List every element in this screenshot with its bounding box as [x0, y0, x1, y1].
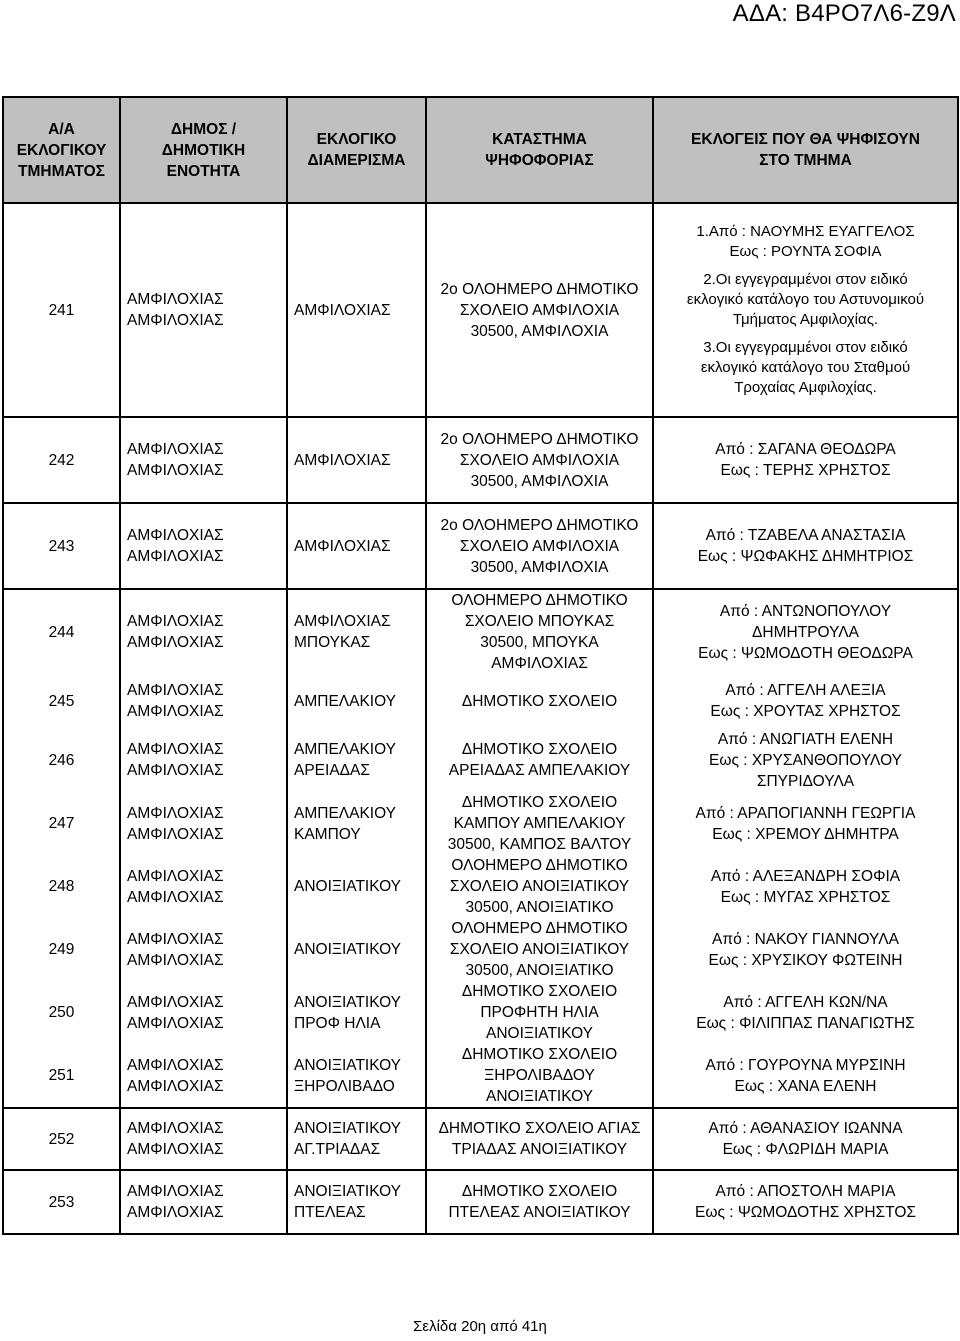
text-line: 30500, ΑΜΦΙΛΟΧΙΑ [470, 322, 609, 340]
voters-cell [653, 792, 958, 855]
table-header [3, 97, 958, 203]
text-line: Από : ΑΓΓΕΛΗ ΑΛΕΞΙΑ [725, 682, 886, 699]
voters-cell [653, 981, 958, 1044]
text-line: Εως : ΧΡΟΥΤΑΣ ΧΡΗΣΤΟΣ [710, 703, 901, 720]
text-line: ΑΜΦΙΛΟΧΙΑΣ [127, 682, 224, 699]
text-line: Εως : ΧΡΥΣΙΚΟΥ ΦΩΤΕΙΝΗ [708, 951, 903, 969]
text-line: ΑΓ.ΤΡΙΑΔΑΣ [294, 1141, 381, 1158]
header-electoral-district [287, 97, 426, 203]
text-line: Από : ΓΟΥΡΟΥΝΑ ΜΥΡΣΙΝΗ [705, 1056, 906, 1074]
district-cell [287, 728, 426, 792]
text-line: ΔΙΑΜΕΡΙΣΜΑ [307, 152, 406, 169]
text-line: ΞΗΡΟΛΙΒΑΔΟ [294, 1077, 395, 1095]
table-row [3, 674, 958, 728]
voters-cell [653, 674, 958, 728]
table-row [3, 1170, 958, 1234]
text-line: ΑΜΦΙΛΟΧΙΑΣ [127, 441, 224, 458]
district-cell [287, 981, 426, 1044]
text-line: Από : ΑΘΑΝΑΣΙΟΥ ΙΩΑΝΝΑ [708, 1120, 903, 1137]
section-number: 249 [3, 918, 120, 981]
text-line: ΑΜΦΙΛΟΧΙΑΣ [127, 1183, 224, 1200]
text-line: 30500, ΑΝΟΙΞΙΑΤΙΚΟ [465, 962, 614, 979]
table-row [3, 728, 958, 792]
voters-cell [653, 203, 958, 417]
table-row [3, 417, 958, 503]
text-line: ΚΑΜΠΟΥ ΑΜΠΕΛΑΚΙΟΥ [453, 815, 626, 832]
text-line: ΑΜΦΙΛΟΧΙΑΣ [127, 1014, 224, 1032]
header-voters [653, 97, 958, 203]
table-row [3, 1044, 958, 1108]
polling-station-cell [426, 1170, 653, 1234]
text-line: Τμήματος Αμφιλοχίας. [732, 311, 879, 328]
municipality-cell [120, 1044, 287, 1108]
district-cell [287, 417, 426, 503]
voters-cell [653, 1170, 958, 1234]
text-line: ΟΛΟΗΜΕΡΟ ΔΗΜΟΤΙΚΟ [451, 857, 628, 874]
text-line: 30500, ΑΜΦΙΛΟΧΙΑ [470, 558, 609, 576]
text-line: ΑΜΠΕΛΑΚΙΟΥ [294, 741, 397, 758]
table-row [3, 589, 958, 674]
text-line: ΑΜΦΙΛΟΧΙΑΣ [127, 703, 224, 720]
text-line: ΔΗΜΟΤΙΚΟ ΣΧΟΛΕΙΟ [461, 983, 618, 1000]
section-number: 253 [3, 1170, 120, 1234]
polling-station-cell [426, 674, 653, 728]
text-line: 30500, ΜΠΟΥΚΑ [480, 634, 599, 651]
text-line: ΟΛΟΗΜΕΡΟ ΔΗΜΟΤΙΚΟ [451, 920, 628, 937]
text-line: ΑΜΦΙΛΟΧΙΑΣ [127, 312, 224, 329]
municipality-cell [120, 589, 287, 674]
district-cell [287, 1108, 426, 1170]
municipality-cell [120, 918, 287, 981]
voters-cell [653, 728, 958, 792]
text-line: ΔΗΜΟΤΙΚΗ [161, 141, 246, 159]
text-line: ΑΜΦΙΛΟΧΙΑΣ [294, 537, 391, 555]
text-line: ΔΗΜΟΤΙΚΟ ΣΧΟΛΕΙΟ [461, 692, 618, 710]
section-number: 245 [3, 674, 120, 728]
table-row [3, 203, 958, 417]
table-row [3, 918, 958, 981]
text-line: Εως : ΡΟΥΝΤΑ ΣΟΦΙΑ [729, 243, 882, 260]
text-line: ΑΝΟΙΞΙΑΤΙΚΟΥ [486, 1025, 593, 1042]
header-section-number [3, 97, 120, 203]
voters-note [657, 222, 954, 262]
text-line: εκλογικό κατάλογο του Σταθμού [700, 359, 911, 376]
voters-cell [653, 1108, 958, 1170]
district-cell [287, 1044, 426, 1108]
district-cell [287, 918, 426, 981]
table-row [3, 981, 958, 1044]
header-municipality [120, 97, 287, 203]
text-line: ΑΜΦΙΛΟΧΙΑΣ [127, 951, 224, 969]
text-line: ΑΝΟΙΞΙΑΤΙΚΟΥ [294, 1120, 401, 1137]
voters-note [657, 270, 954, 330]
text-line: εκλογικό κατάλογο του Αστυνομικού [686, 291, 925, 308]
text-line: ΠΡΟΦ ΗΛΙΑ [294, 1014, 381, 1032]
voters-cell [653, 417, 958, 503]
section-number: 247 [3, 792, 120, 855]
text-line: ΤΜΗΜΑΤΟΣ [18, 162, 105, 180]
municipality-cell [120, 674, 287, 728]
text-line: Από : ΑΝΤΩΝΟΠΟΥΛΟΥ [719, 602, 892, 620]
text-line: Εως : ΧΡΕΜΟΥ ΔΗΜΗΤΡΑ [712, 825, 899, 843]
section-number: 246 [3, 728, 120, 792]
text-line: Εως : ΤΕΡΗΣ ΧΡΗΣΤΟΣ [720, 462, 891, 479]
text-line: ΔΗΜΟΤΙΚΟ ΣΧΟΛΕΙΟ [461, 1183, 618, 1200]
text-line: ΠΤΕΛΕΑΣ ΑΝΟΙΞΙΑΤΙΚΟΥ [448, 1204, 631, 1221]
text-line: Α/Α [48, 120, 75, 138]
voters-cell [653, 1044, 958, 1108]
text-line: ΑΜΦΙΛΟΧΙΑΣ [127, 634, 224, 651]
text-line: 30500, ΑΝΟΙΞΙΑΤΙΚΟ [465, 899, 614, 916]
text-line: ΑΜΦΙΛΟΧΙΑΣ [127, 548, 224, 565]
text-line: 3.Οι εγγεγραμμένοι στον ειδικό [703, 339, 908, 356]
text-line: Από : ΑΓΓΕΛΗ ΚΩΝ/ΝΑ [723, 993, 888, 1011]
text-line: Εως : ΨΩΜΟΔΟΤΗΣ ΧΡΗΣΤΟΣ [695, 1204, 916, 1221]
district-cell [287, 674, 426, 728]
text-line: Εως : ΜΥΓΑΣ ΧΡΗΣΤΟΣ [720, 888, 891, 906]
polling-station-cell [426, 503, 653, 589]
polling-station-cell [426, 728, 653, 792]
district-cell [287, 792, 426, 855]
text-line: ΕΚΛΟΓΕΙΣ ΠΟΥ ΘΑ ΨΗΦΙΣΟΥΝ [691, 131, 920, 148]
district-cell [287, 203, 426, 417]
text-line: ΑΜΦΙΛΟΧΙΑΣ [127, 1056, 224, 1074]
section-number: 252 [3, 1108, 120, 1170]
table-row [3, 855, 958, 918]
district-cell [287, 1170, 426, 1234]
text-line: ΟΛΟΗΜΕΡΟ ΔΗΜΟΤΙΚΟ [451, 592, 628, 609]
text-line: ΑΜΦΙΛΟΧΙΑΣ [294, 301, 391, 319]
district-cell [287, 589, 426, 674]
text-line: Εως : ΨΩΜΟΔΟΤΗ ΘΕΟΔΩΡΑ [698, 644, 913, 662]
district-cell [287, 503, 426, 589]
text-line: 2ο ΟΛΟΗΜΕΡΟ ΔΗΜΟΤΙΚΟ [440, 430, 639, 448]
text-line: ΔΗΜΗΤΡΟΥΛΑ [752, 623, 859, 641]
polling-station-cell [426, 792, 653, 855]
text-line: ΑΜΠΕΛΑΚΙΟΥ [294, 804, 397, 822]
municipality-cell [120, 1108, 287, 1170]
voters-cell [653, 918, 958, 981]
text-line: ΑΜΦΙΛΟΧΙΑΣ [127, 1204, 224, 1221]
text-line: Εως : ΦΙΛΙΠΠΑΣ ΠΑΝΑΓΙΩΤΗΣ [696, 1014, 915, 1032]
text-line: 2ο ΟΛΟΗΜΕΡΟ ΔΗΜΟΤΙΚΟ [440, 516, 639, 534]
text-line: ΕΚΛΟΓΙΚΟ [316, 131, 397, 148]
text-line: ΔΗΜΟΣ / [170, 120, 237, 138]
text-line: Από : ΑΝΩΓΙΑΤΗ ΕΛΕΝΗ [717, 730, 894, 748]
section-number: 243 [3, 503, 120, 589]
text-line: Εως : ΨΩΦΑΚΗΣ ΔΗΜΗΤΡΙΟΣ [697, 548, 914, 565]
polling-station-cell [426, 981, 653, 1044]
section-number: 251 [3, 1044, 120, 1108]
text-line: Από : ΤΖΑΒΕΛΑ ΑΝΑΣΤΑΣΙΑ [705, 527, 906, 544]
municipality-cell [120, 981, 287, 1044]
text-line: ΑΜΦΙΛΟΧΙΑΣ [127, 1141, 224, 1158]
text-line: ΑΜΦΙΛΟΧΙΑΣ [127, 613, 224, 630]
text-line: ΣΧΟΛΕΙΟ ΜΠΟΥΚΑΣ [464, 613, 615, 630]
polling-station-cell [426, 918, 653, 981]
polling-stations-table [2, 96, 959, 1235]
text-line: Εως : ΦΛΩΡΙΔΗ ΜΑΡΙΑ [722, 1141, 889, 1158]
text-line: ΠΤΕΛΕΑΣ [294, 1204, 366, 1221]
text-line: 30500, ΑΜΦΙΛΟΧΙΑ [470, 472, 609, 490]
text-line: ΣΧΟΛΕΙΟ ΑΝΟΙΞΙΑΤΙΚΟΥ [449, 941, 630, 958]
text-line: ΣΠΥΡΙΔΟΥΛΑ [756, 772, 855, 790]
municipality-cell [120, 417, 287, 503]
text-line: ΑΝΟΙΞΙΑΤΙΚΟΥ [486, 1088, 593, 1105]
text-line: ΑΝΟΙΞΙΑΤΙΚΟΥ [294, 993, 401, 1011]
table-row [3, 1108, 958, 1170]
text-line: Τροχαίας Αμφιλοχίας. [734, 379, 877, 396]
municipality-cell [120, 203, 287, 417]
text-line: ΑΜΦΙΛΟΧΙΑΣ [127, 527, 224, 544]
text-line: ΚΑΤΑΣΤΗΜΑ [492, 131, 587, 148]
text-line: ΑΜΦΙΛΟΧΙΑΣ [491, 655, 588, 672]
polling-station-cell [426, 855, 653, 918]
text-line: ΑΝΟΙΞΙΑΤΙΚΟΥ [294, 878, 401, 895]
text-line: 1.Από : ΝΑΟΥΜΗΣ ΕΥΑΓΓΕΛΟΣ [696, 223, 915, 240]
section-number: 242 [3, 417, 120, 503]
table-body-part-1 [3, 203, 958, 589]
text-line: ΕΝΟΤΗΤΑ [166, 162, 241, 180]
text-line: ΚΑΜΠΟΥ [294, 825, 361, 843]
text-line: Από : ΣΑΓΑΝΑ ΘΕΟΔΩΡΑ [715, 441, 896, 458]
text-line: 2.Οι εγγεγραμμένοι στον ειδικό [703, 271, 908, 288]
page-footer: Σελίδα 20η από 41η [413, 1318, 547, 1335]
text-line: ΑΜΦΙΛΟΧΙΑΣ [127, 741, 224, 758]
polling-station-cell [426, 1044, 653, 1108]
document-code: ΑΔΑ: Β4ΡΟ7Λ6-Ζ9Λ [732, 0, 956, 27]
text-line: ΣΧΟΛΕΙΟ ΑΜΦΙΛΟΧΙΑ [459, 537, 620, 555]
text-line: ΔΗΜΟΤΙΚΟ ΣΧΟΛΕΙΟ [461, 1046, 618, 1063]
table-row [3, 792, 958, 855]
polling-station-cell [426, 417, 653, 503]
text-line: ΑΜΦΙΛΟΧΙΑΣ [294, 451, 391, 469]
text-line: ΑΜΠΕΛΑΚΙΟΥ [294, 692, 397, 710]
text-line: ΑΜΦΙΛΟΧΙΑΣ [127, 762, 224, 779]
text-line: ΑΜΦΙΛΟΧΙΑΣ [127, 888, 224, 906]
municipality-cell [120, 503, 287, 589]
voters-cell [653, 855, 958, 918]
table-body-part-2 [3, 589, 958, 1108]
table-row [3, 503, 958, 589]
header-polling-station [426, 97, 653, 203]
text-line: ΨΗΦΟΦΟΡΙΑΣ [485, 152, 594, 169]
text-line: ΣΤΟ ΤΜΗΜΑ [759, 152, 852, 169]
municipality-cell [120, 1170, 287, 1234]
text-line: ΣΧΟΛΕΙΟ ΑΝΟΙΞΙΑΤΙΚΟΥ [449, 878, 630, 895]
section-number: 244 [3, 589, 120, 674]
text-line: ΑΜΦΙΛΟΧΙΑΣ [127, 291, 224, 308]
polling-station-cell [426, 589, 653, 674]
text-line: ΔΗΜΟΤΙΚΟ ΣΧΟΛΕΙΟ ΑΓΙΑΣ [438, 1120, 641, 1137]
text-line: ΑΜΦΙΛΟΧΙΑΣ [127, 462, 224, 479]
text-line: Από : ΑΠΟΣΤΟΛΗ ΜΑΡΙΑ [715, 1183, 896, 1200]
text-line: ΕΚΛΟΓΙΚΟΥ [16, 141, 107, 159]
section-number: 250 [3, 981, 120, 1044]
text-line: ΑΡΕΙΑΔΑΣ ΑΜΠΕΛΑΚΙΟΥ [448, 762, 631, 779]
text-line: ΜΠΟΥΚΑΣ [294, 634, 371, 651]
text-line: 2ο ΟΛΟΗΜΕΡΟ ΔΗΜΟΤΙΚΟ [440, 280, 639, 298]
text-line: Από : ΝΑΚΟΥ ΓΙΑΝΝΟΥΛΑ [712, 930, 899, 948]
text-line: Εως : ΧΑΝΑ ΕΛΕΝΗ [734, 1077, 877, 1095]
text-line: ΑΡΕΙΑΔΑΣ [294, 762, 370, 779]
text-line: ΑΝΟΙΞΙΑΤΙΚΟΥ [294, 1056, 401, 1074]
voters-cell [653, 589, 958, 674]
text-line: ΑΜΦΙΛΟΧΙΑΣ [127, 993, 224, 1011]
municipality-cell [120, 855, 287, 918]
text-line: ΣΧΟΛΕΙΟ ΑΜΦΙΛΟΧΙΑ [459, 301, 620, 319]
text-line: Εως : ΧΡΥΣΑΝΘΟΠΟΥΛΟΥ [709, 751, 902, 769]
table-body-part-3 [3, 1108, 958, 1234]
text-line: ΑΜΦΙΛΟΧΙΑΣ [294, 613, 391, 630]
text-line: ΑΜΦΙΛΟΧΙΑΣ [127, 825, 224, 843]
text-line: 30500, ΚΑΜΠΟΣ ΒΑΛΤΟΥ [447, 836, 632, 853]
text-line: ΣΧΟΛΕΙΟ ΑΜΦΙΛΟΧΙΑ [459, 451, 620, 469]
text-line: ΑΝΟΙΞΙΑΤΙΚΟΥ [294, 941, 401, 958]
text-line: ΠΡΟΦΗΤΗ ΗΛΙΑ [480, 1004, 599, 1021]
text-line: ΑΜΦΙΛΟΧΙΑΣ [127, 1120, 224, 1137]
voters-note [657, 338, 954, 398]
municipality-cell [120, 728, 287, 792]
district-cell [287, 855, 426, 918]
text-line: Από : ΑΡΑΠΟΓΙΑΝΝΗ ΓΕΩΡΓΙΑ [695, 804, 916, 822]
section-number: 248 [3, 855, 120, 918]
text-line: ΞΗΡΟΛΙΒΑΔΟΥ [484, 1067, 595, 1084]
text-line: ΑΜΦΙΛΟΧΙΑΣ [127, 867, 224, 885]
municipality-cell [120, 792, 287, 855]
text-line: Από : ΑΛΕΞΑΝΔΡΗ ΣΟΦΙΑ [710, 867, 901, 885]
text-line: ΔΗΜΟΤΙΚΟ ΣΧΟΛΕΙΟ [461, 794, 618, 811]
voters-cell [653, 503, 958, 589]
text-line: ΑΝΟΙΞΙΑΤΙΚΟΥ [294, 1183, 401, 1200]
text-line: ΔΗΜΟΤΙΚΟ ΣΧΟΛΕΙΟ [461, 741, 618, 758]
text-line: ΑΜΦΙΛΟΧΙΑΣ [127, 1077, 224, 1095]
text-line: ΑΜΦΙΛΟΧΙΑΣ [127, 804, 224, 822]
polling-station-cell [426, 203, 653, 417]
section-number: 241 [3, 203, 120, 417]
text-line: ΤΡΙΑΔΑΣ ΑΝΟΙΞΙΑΤΙΚΟΥ [451, 1141, 628, 1158]
polling-station-cell [426, 1108, 653, 1170]
text-line: ΑΜΦΙΛΟΧΙΑΣ [127, 930, 224, 948]
